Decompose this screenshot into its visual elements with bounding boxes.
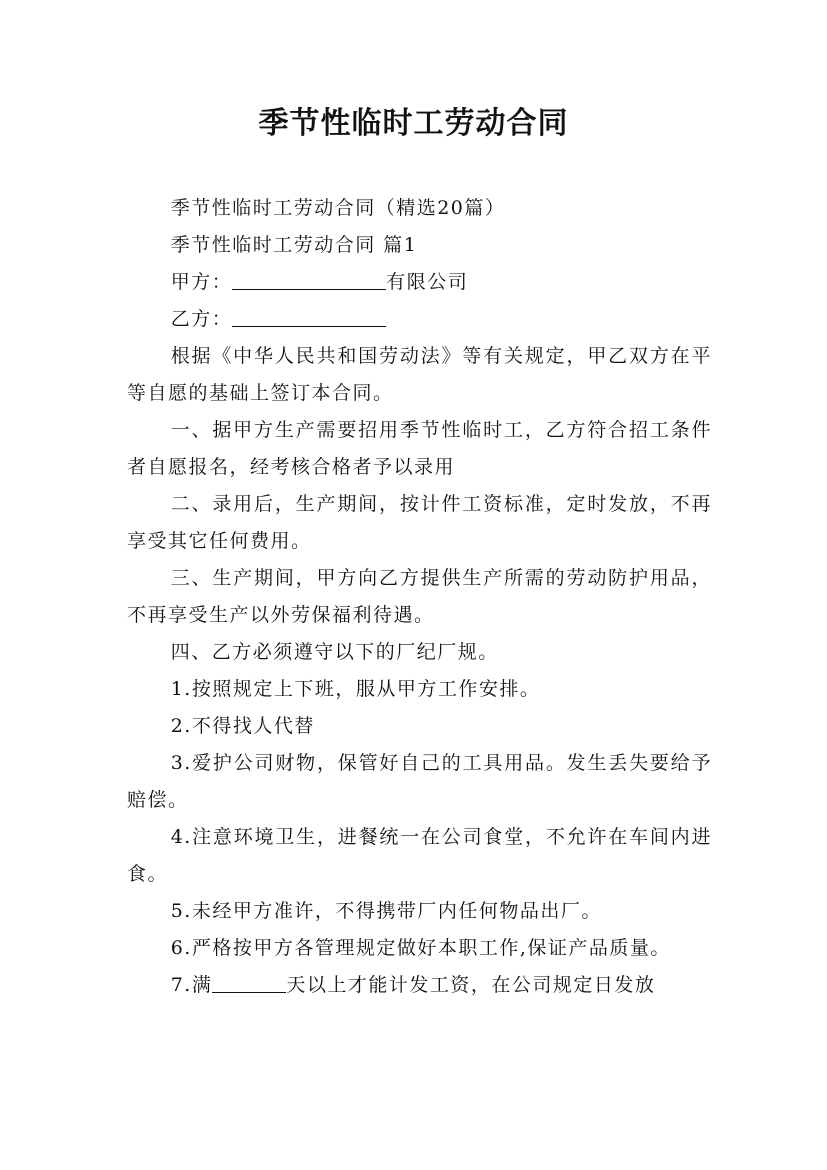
- clause-7-blank: [212, 973, 286, 993]
- clause-paragraph: 6.严格按甲方各管理规定做好本职工作,保证产品质量。: [170, 937, 671, 959]
- clause-7-suffix: 天以上才能计发工资，在公司规定日发放: [286, 974, 656, 996]
- clause-paragraph: 根据《中华人民共和国劳动法》等有关规定，甲乙双方在平等自愿的基础上签订本合同。: [127, 345, 712, 404]
- clause-paragraph: 3.爱护公司财物，保管好自己的工具用品。发生丢失要给予赔偿。: [127, 752, 712, 811]
- clause-7-prefix: 7.满: [170, 974, 213, 996]
- clause-paragraph: 1.按照规定上下班，服从甲方工作安排。: [170, 678, 541, 700]
- party-a-blank: [232, 270, 386, 290]
- paragraph-section-heading: 季节性临时工劳动合同 篇1: [170, 234, 418, 256]
- clause-paragraph: 2.不得找人代替: [170, 715, 315, 737]
- party-a-label: 甲方：: [170, 271, 233, 293]
- clause-paragraph: 四、乙方必须遵守以下的厂纪厂规。: [170, 641, 499, 663]
- party-a-line: [127, 264, 712, 301]
- party-b-line: [127, 301, 712, 338]
- document-title: 季节性临时工劳动合同: [258, 106, 569, 141]
- clause-paragraph: 一、据甲方生产需要招用季节性临时工，乙方符合招工条件者自愿报名，经考核合格者予以录用: [127, 419, 712, 478]
- clause-paragraph: 三、生产期间，甲方向乙方提供生产所需的劳动防护用品，不再享受生产以外劳保福利待遇。: [127, 567, 712, 626]
- clause-paragraph: 二、录用后，生产期间，按计件工资标准，定时发放，不再享受其它任何费用。: [127, 493, 712, 552]
- document-body: [127, 190, 712, 1004]
- paragraph-subtitle: 季节性临时工劳动合同（精选20篇）: [170, 197, 506, 219]
- party-b-label: 乙方：: [170, 308, 233, 330]
- party-b-blank: [232, 307, 386, 327]
- clause-paragraph: 5.未经甲方准许，不得携带厂内任何物品出厂。: [170, 900, 602, 922]
- clause-paragraph: 4.注意环境卫生，进餐统一在公司食堂，不允许在车间内进食。: [127, 826, 712, 885]
- clause-7-line: [127, 967, 712, 1004]
- party-a-suffix: 有限公司: [386, 271, 469, 293]
